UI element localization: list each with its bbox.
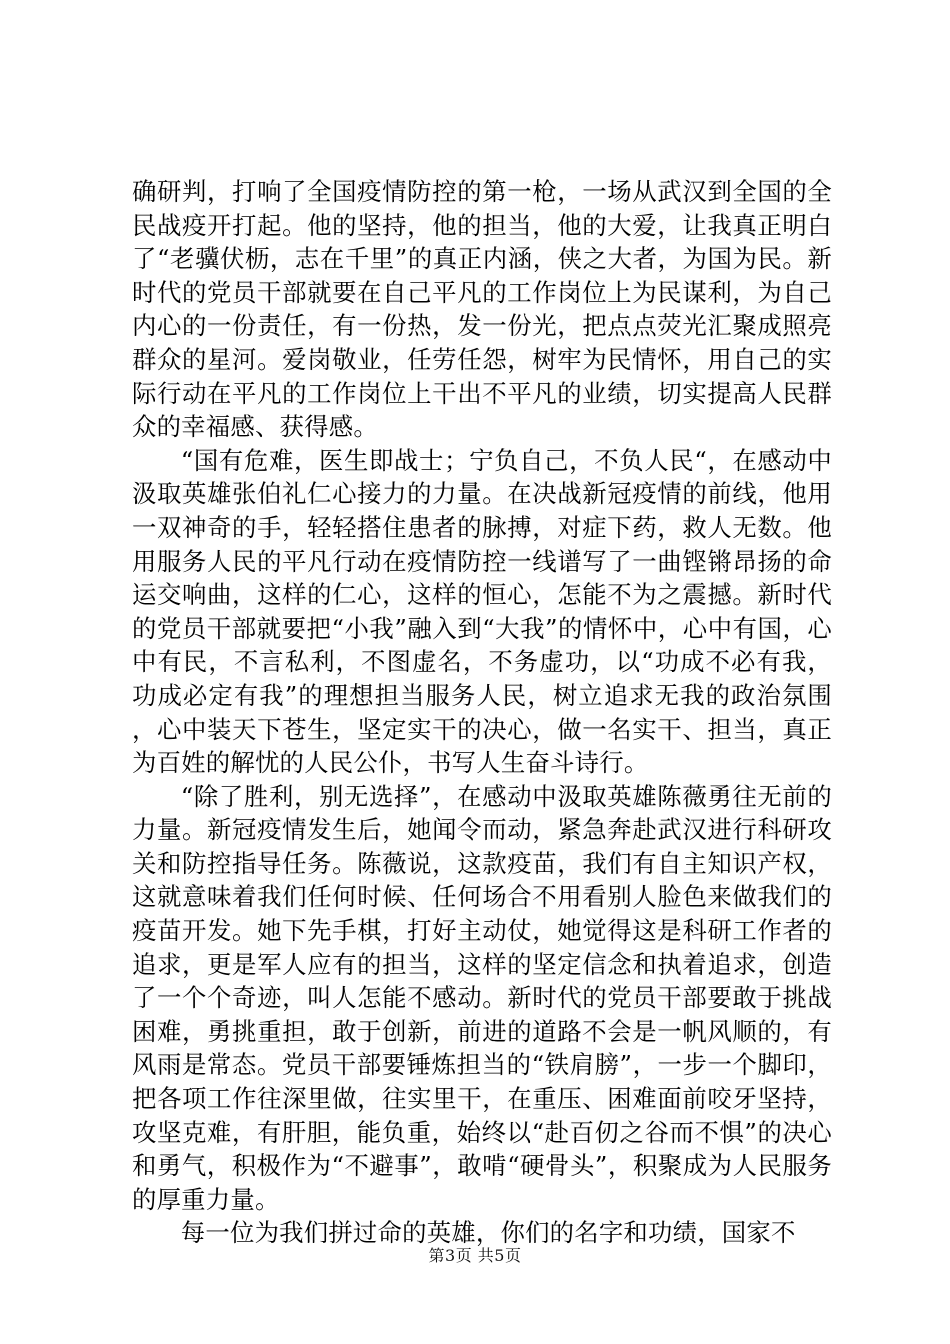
body-text: [132, 175, 832, 1250]
paragraph-4: 每一位为我们拼过命的英雄，你们的名字和功绩，国家不: [180, 1218, 796, 1248]
paragraph-3: “除了胜利，别无选择”，在感动中汲取英雄陈薇勇往无前的力量。新冠疫情发生后，她闻令而动，紧急奔赴武汉进行科研攻关和防控指导任务。陈薇说，这款疫苗，我们有自主知识产权，这就意味着我们任何时候、任何场合不用看别人脸色来做我们的疫苗开发。她下先手棋，打好主动仗，她觉得这是科研工作者的追求，更是军人应有的担当，这样的坚定信念和执着追求，创造了一个个奇迹，叫人怎能不感动。新时代的党员干部要敢于挑战困难，勇挑重担，敢于创新，前进的道路不会是一帆风顺的，有风雨是常态。党员干部要锤炼担当的“铁肩膀”，一步一个脚印，把各项工作往深里做，往实里干，在重压、困难面前咬牙坚持，攻坚克难，有肝胆，能负重，始终以“赴百仞之谷而不惧”的决心和勇气，积极作为“不避事”，敢啃“硬骨头”，积聚成为人民服务的厚重力量。: [132, 781, 832, 1214]
paragraph-1: 确研判，打响了全国疫情防控的第一枪，一场从武汉到全国的全民战疫开打起。他的坚持，他的担当，他的大爱，让我真正明白了“老骥伏枥，志在千里”的真正内涵，侠之大者，为国为民。新时代的党员干部就要在自己平凡的工作岗位上为民谋利，为自己内心的一份责任，有一份热，发一份光，把点点荧光汇聚成照亮群众的星河。爱岗敬业，任劳任怨，树牢为民情怀，用自己的实际行动在平凡的工作岗位上干出不平凡的业绩，切实提高人民群众的幸福感、获得感。: [132, 177, 832, 442]
paragraph-2: “国有危难，医生即战士；宁负自己，不负人民“，在感动中汲取英雄张伯礼仁心接力的力量。在决战新冠疫情的前线，他用一双神奇的手，轻轻搭住患者的脉搏，对症下药，救人无数。他用服务人民的平凡行动在疫情防控一线谱写了一曲铿锵昂扬的命运交响曲，这样的仁心，这样的恒心，怎能不为之震撼。新时代的党员干部就要把“小我”融入到“大我”的情怀中，心中有国，心中有民，不言私利，不图虚名，不务虚功，以“功成不必有我，功成必定有我”的理想担当服务人民，树立追求无我的政治氛围，心中装天下苍生，坚定实干的决心，做一名实干、担当，真正为百姓的解忧的人民公仆，书写人生奋斗诗行。: [132, 445, 832, 778]
page-footer: 第3页 共5页: [428, 1246, 522, 1265]
